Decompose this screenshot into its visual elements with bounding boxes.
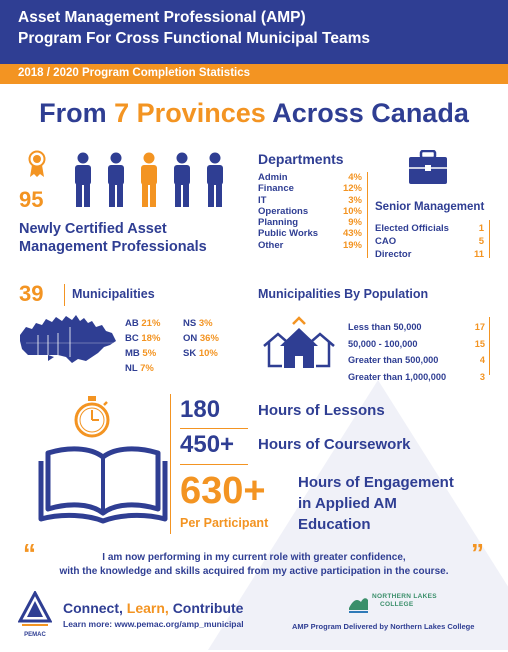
province-code: NS [183,318,197,329]
certified-count: 95 [19,187,44,212]
province-code: NL [125,363,138,374]
population-label: Less than 50,000 [348,322,422,332]
municipalities-count: 39 [19,281,44,306]
province-code: ON [183,333,198,344]
header-banner [0,0,508,64]
headline-suffix: Across Canada [265,98,469,128]
population-label: 50,000 - 100,000 [348,338,418,349]
engagement-label-line3: Education [298,516,371,533]
person-icon [204,152,226,208]
province-value: 7% [140,363,154,374]
northern-lakes-logo-icon [347,592,369,614]
tagline-contribute: Contribute [172,600,244,616]
lessons-label: Hours of Lessons [258,402,385,419]
divider-horizontal [180,464,248,465]
delivered-by: AMP Program Delivered by Northern Lakes College [292,622,475,631]
department-label: Public Works [258,228,319,240]
header-title-line2: Program For Cross Functional Municipal Teams [18,30,370,47]
senior-label: Director [375,249,412,260]
northern-lakes-logo-text [372,593,437,609]
department-row [258,172,362,183]
person-icon [72,152,94,208]
pemac-logo-icon [18,591,52,631]
senior-row [375,235,484,248]
divider-vertical [367,172,368,258]
population-row [348,352,485,369]
senior-label: Elected Officials [375,223,449,234]
province-item [183,318,213,329]
senior-value: 1 [478,223,484,234]
subtitle: 2018 / 2020 Program Completion Statistics [18,67,251,79]
province-value: 5% [142,348,157,359]
department-value: 9% [348,217,362,229]
people-group [72,152,232,210]
department-value: 12% [342,183,362,195]
senior-row [375,222,484,235]
department-row [258,240,362,251]
coursework-number: 450+ [180,431,235,458]
population-row [348,369,485,386]
senior-management-list [375,222,484,261]
houses-icon [262,316,336,372]
nlc-line1: NORTHERN LAKES [372,593,437,600]
population-row [348,319,485,336]
divider-vertical [489,317,490,375]
province-value: 3% [198,318,213,329]
engagement-label-line2: in Applied AM [298,495,397,512]
population-value: 4 [479,355,485,365]
tagline-connect: Connect, [63,600,127,616]
municipalities-title: Municipalities [72,287,155,301]
population-row [348,336,485,353]
nlc-line2: COLLEGE [380,601,414,608]
headline-prefix: From [39,98,115,128]
testimonial-quote [40,551,468,579]
per-participant: Per Participant [180,516,269,530]
population-value: 17 [474,322,485,332]
province-code: MB [125,348,140,359]
province-code: SK [183,348,197,359]
department-label: Planning [258,217,299,229]
department-label: Admin [258,172,288,183]
divider-vertical [64,284,65,306]
tagline [63,600,243,616]
department-value: 4% [348,172,362,183]
department-label: Operations [258,205,309,217]
department-label: Finance [258,183,294,195]
person-icon [171,152,193,208]
department-label: IT [258,194,267,206]
province-item [183,333,219,344]
departments-title: Departments [258,151,344,167]
province-value: 10% [198,348,218,359]
engagement-label-line1: Hours of Engagement [298,474,454,491]
province-code: BC [125,333,139,344]
population-title: Municipalities By Population [258,287,429,301]
province-value: 36% [199,333,219,344]
quote-close-mark: ” [471,538,484,568]
senior-row [375,248,484,261]
person-icon [105,152,127,208]
province-code: AB [125,318,139,329]
department-value: 3% [348,194,362,206]
lessons-number: 180 [180,396,221,423]
department-row [258,183,362,194]
population-value: 15 [474,338,485,349]
certified-label-line2: Management Professionals [19,239,207,255]
departments-list [258,172,362,251]
person-icon [138,152,160,208]
department-row [258,195,362,206]
department-row [258,206,362,217]
certified-label-line1: Newly Certified Asset [19,221,167,237]
province-value: 18% [141,333,161,344]
department-value: 19% [342,239,362,251]
senior-value: 11 [473,249,484,260]
population-list [348,319,485,385]
senior-value: 5 [478,236,484,247]
coursework-label: Hours of Coursework [258,436,411,453]
book-icon [38,441,168,525]
canada-map-icon [18,313,118,375]
quote-line2: with the knowledge and skills acquired from my active participation in the course. [59,566,449,577]
province-value: 21% [141,318,161,329]
header-title-line1: Asset Management Professional (AMP) [18,9,306,26]
briefcase-icon [408,150,448,186]
learn-more-link[interactable]: Learn more: www.pemac.org/amp_municipal [63,619,244,629]
population-value: 3 [479,371,485,382]
population-label: Greater than 500,000 [348,355,439,365]
department-value: 43% [342,228,362,240]
tagline-learn: Learn, [126,600,173,616]
divider-vertical [170,394,171,534]
pemac-logo-text: PEMAC [24,632,46,638]
subtitle-bar [0,64,508,84]
quote-open-mark: “ [23,538,36,568]
medal-icon [28,150,46,178]
divider-horizontal [180,428,248,429]
divider-vertical [489,220,490,258]
department-row [258,228,362,239]
province-item [125,348,156,359]
department-row [258,217,362,228]
senior-label: CAO [375,236,397,247]
department-value: 10% [342,205,362,217]
quote-line1: I am now performing in my current role with greater confidence, [102,552,406,563]
population-label: Greater than 1,000,000 [348,371,447,382]
headline [0,98,508,129]
province-item [125,363,154,374]
senior-management-title: Senior Management [375,201,485,213]
province-item [125,318,160,329]
headline-highlight: 7 Provinces [114,98,266,128]
engagement-label [298,472,454,535]
certified-label [19,220,207,256]
department-label: Other [258,239,284,251]
province-item [125,333,160,344]
stopwatch-icon [73,395,111,439]
province-item [183,348,218,359]
engagement-number: 630+ [180,470,266,512]
